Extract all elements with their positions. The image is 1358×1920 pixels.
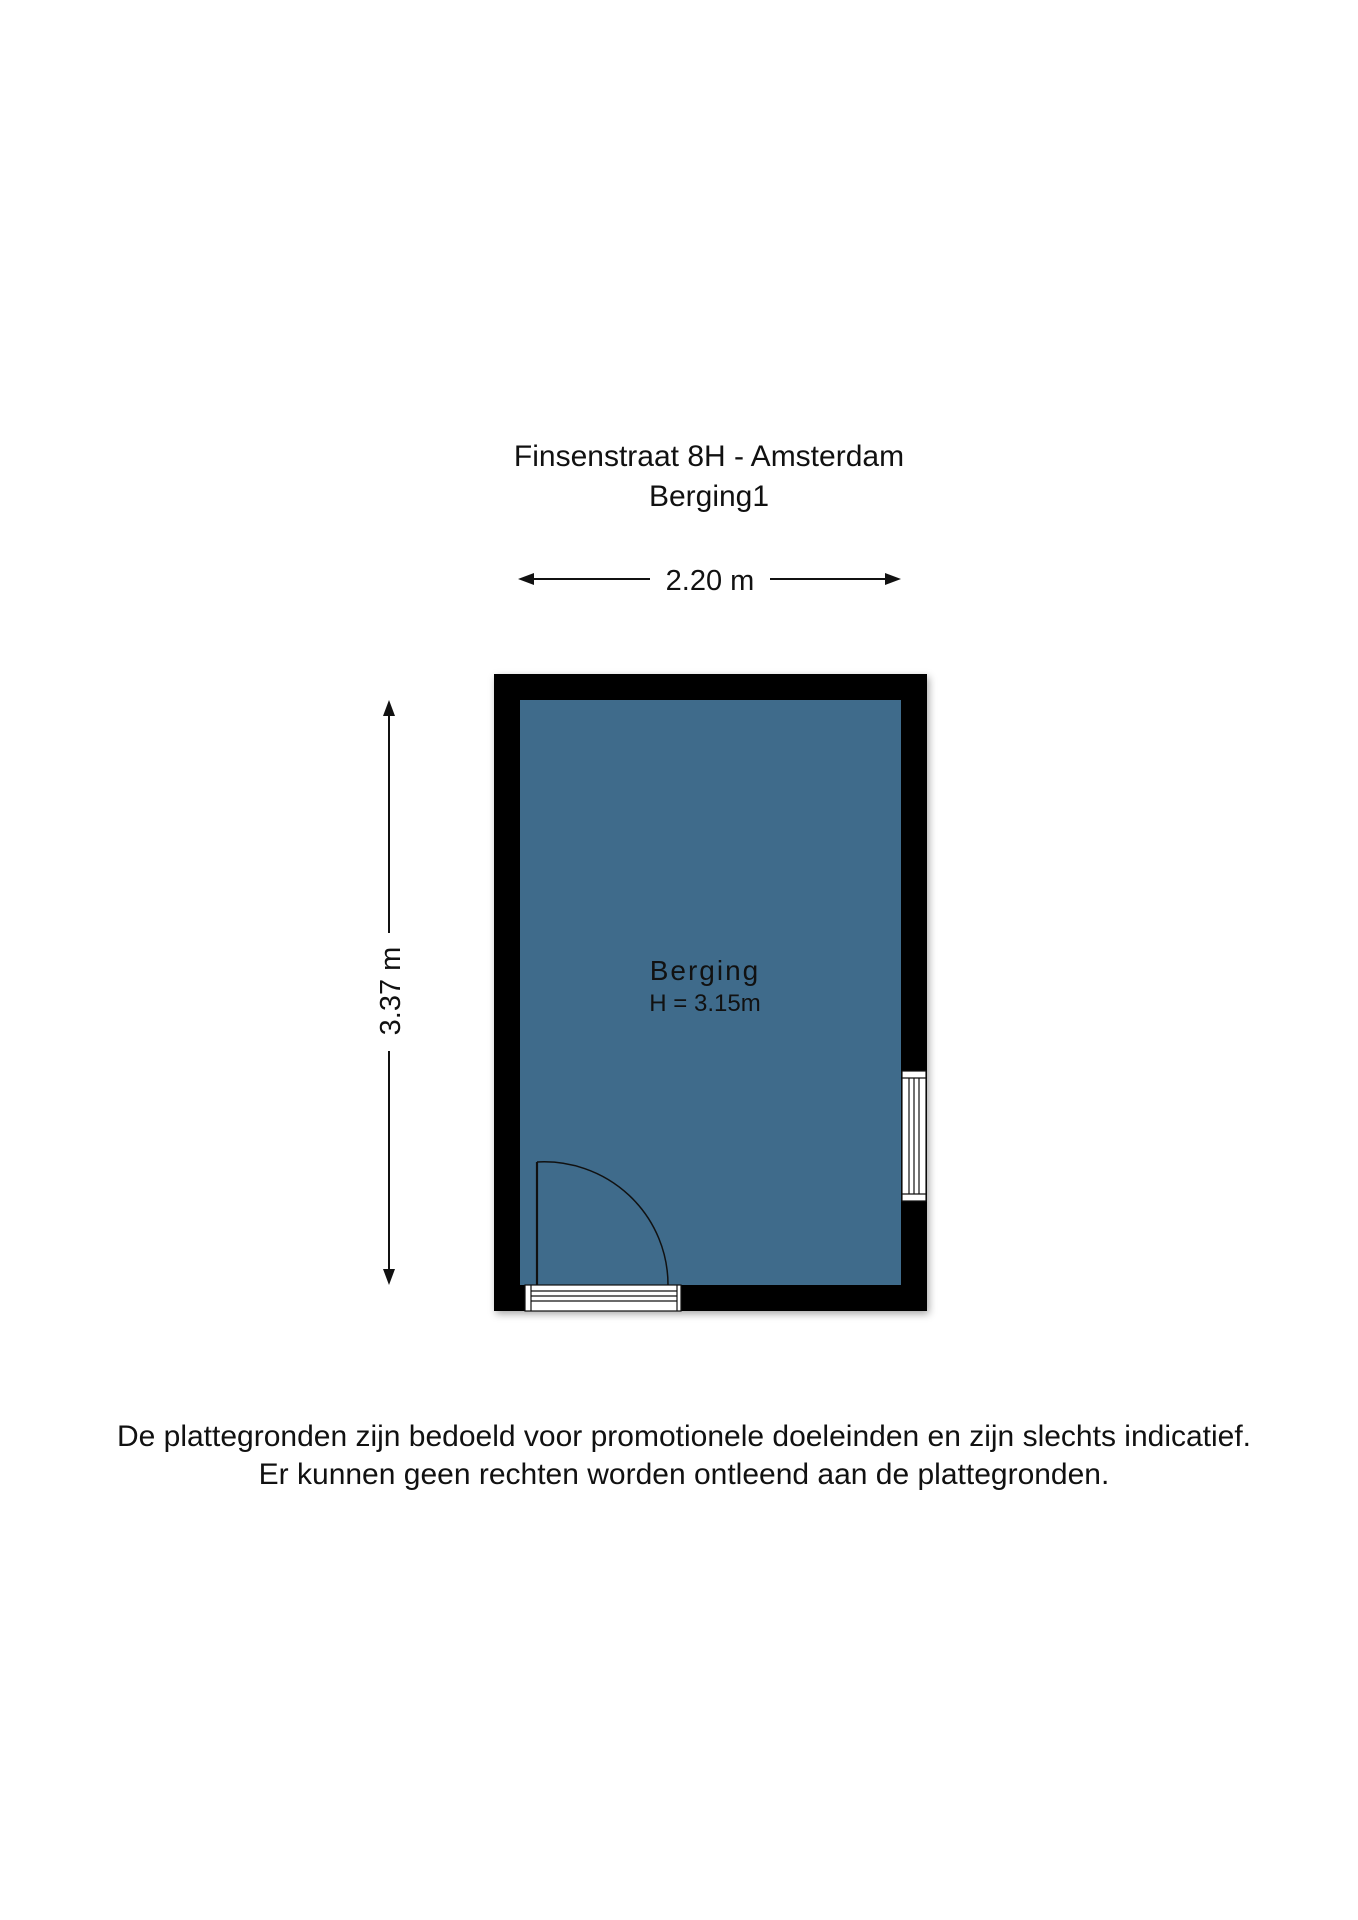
- disclaimer-line-2: Er kunnen geen rechten worden ontleend aan de plattegronden.: [258, 1458, 1110, 1491]
- width-arrow-left-icon: [518, 573, 534, 585]
- disclaimer: [117, 1420, 1251, 1491]
- page-title: Finsenstraat 8H - Amsterdam: [513, 440, 905, 473]
- door-threshold: [525, 1285, 681, 1311]
- room-name-label: Berging: [649, 955, 761, 986]
- disclaimer-line-1: De plattegronden zijn bedoeld voor promotionele doeleinden en zijn slechts indicatief.: [116, 1420, 1252, 1453]
- length-arrow-up-icon: [383, 700, 395, 716]
- room-height-label: H = 3.15m: [649, 990, 761, 1017]
- width-dimension: [518, 565, 901, 597]
- page-subtitle: Berging1: [648, 480, 770, 513]
- length-arrow-down-icon: [383, 1269, 395, 1285]
- length-dimension: [375, 700, 407, 1285]
- width-arrow-right-icon: [885, 573, 901, 585]
- room-plan: [494, 674, 927, 1311]
- width-dimension-label: 2.20 m: [665, 565, 755, 597]
- window: [902, 1071, 926, 1201]
- header: [514, 440, 904, 513]
- length-dimension-label: 3.37 m: [375, 946, 407, 1036]
